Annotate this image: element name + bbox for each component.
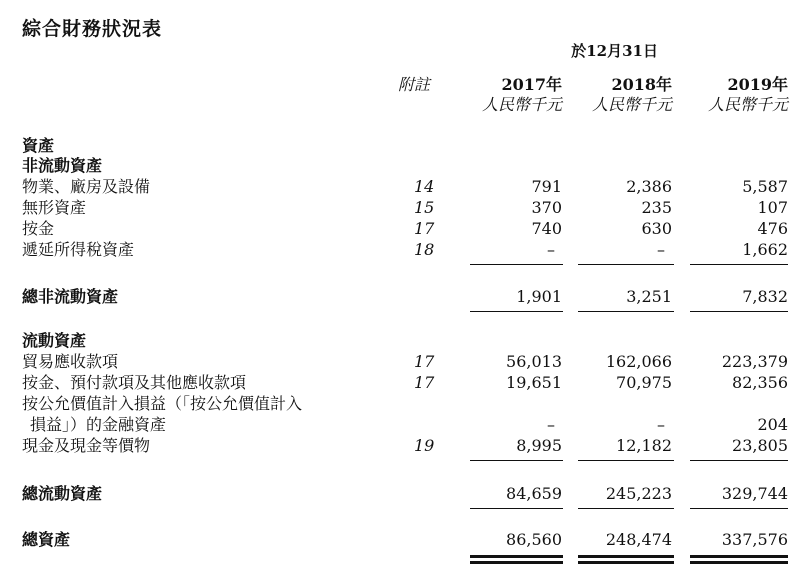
value-2019: 204 [757, 415, 788, 434]
year-header-2018: 2018年 [611, 75, 672, 94]
subtotal-rule [578, 460, 674, 461]
value-2019: 5,587 [742, 177, 788, 196]
table-row [0, 177, 805, 197]
row-note: 18 [414, 240, 435, 259]
value-2019: 23,805 [732, 436, 788, 455]
value-2018: 162,066 [605, 352, 672, 371]
subtotal-rule [470, 311, 563, 312]
subtotal-rule [578, 508, 674, 509]
total-row [0, 287, 805, 307]
row-note: 17 [414, 352, 435, 371]
row-label: 遞延所得稅資產 [22, 240, 135, 259]
value-2018: 235 [641, 198, 672, 217]
subtotal-rule [690, 311, 788, 312]
row-label: 無形資產 [22, 198, 87, 217]
year-header-2017: 2017年 [501, 75, 562, 94]
table-row [0, 240, 805, 260]
subtotal-rule [578, 264, 674, 265]
row-note: 15 [414, 198, 435, 217]
row-note: 19 [414, 436, 435, 455]
value-2019: 7,832 [742, 287, 788, 306]
value-2018: – [657, 240, 665, 259]
value-2018: 2,386 [626, 177, 672, 196]
row-note: 14 [414, 177, 435, 196]
total-row [0, 484, 805, 504]
value-2018: 248,474 [605, 530, 672, 549]
current-heading: 流動資產 [22, 331, 87, 350]
row-note: 17 [414, 373, 435, 392]
row-label: 物業、廠房及設備 [22, 177, 151, 196]
row-label: 按金 [22, 219, 55, 238]
unit-header-2017: 人民幣千元 [481, 95, 562, 114]
value-2017: 84,659 [506, 484, 562, 503]
value-2019: 223,379 [721, 352, 788, 371]
double-rule [470, 555, 563, 558]
value-2018: – [657, 415, 665, 434]
value-2017: 19,651 [506, 373, 562, 392]
value-2019: 329,744 [721, 484, 788, 503]
row-label-continued: 損益」）的金融資產 [30, 415, 167, 434]
section-heading-row [0, 331, 805, 351]
subtotal-rule [690, 508, 788, 509]
subtotal-rule [690, 264, 788, 265]
assets-heading: 資產 [22, 136, 55, 155]
value-2017: – [547, 240, 555, 259]
unit-header-2019: 人民幣千元 [707, 95, 788, 114]
value-2017: – [547, 415, 555, 434]
row-label: 總非流動資產 [22, 287, 119, 306]
page-title: 綜合財務狀況表 [22, 18, 163, 40]
row-note: 17 [414, 219, 435, 238]
value-2017: 791 [531, 177, 562, 196]
section-heading-row [0, 136, 805, 156]
value-2017: 740 [531, 219, 562, 238]
double-rule [578, 555, 674, 558]
table-row [0, 394, 805, 414]
value-2019: 82,356 [732, 373, 788, 392]
row-label: 按公允價值計入損益（「按公允價值計入 [22, 394, 303, 413]
table-row [0, 415, 805, 435]
value-2017: 8,995 [516, 436, 562, 455]
value-2019: 107 [757, 198, 788, 217]
year-header-2019: 2019年 [727, 75, 788, 94]
double-rule [690, 555, 788, 558]
value-2018: 245,223 [605, 484, 672, 503]
row-label: 總流動資產 [22, 484, 103, 503]
value-2019: 337,576 [721, 530, 788, 549]
value-2019: 1,662 [742, 240, 788, 259]
row-label: 總資產 [22, 530, 71, 549]
subtotal-rule [470, 508, 563, 509]
grand-total-row [0, 530, 805, 550]
non-current-heading: 非流動資產 [22, 156, 103, 175]
unit-header-2018: 人民幣千元 [591, 95, 672, 114]
value-2017: 370 [531, 198, 562, 217]
note-column-header: 附註 [398, 75, 431, 94]
table-row [0, 373, 805, 393]
subtotal-rule [690, 460, 788, 461]
value-2018: 70,975 [616, 373, 672, 392]
row-label: 按金、預付款項及其他應收款項 [22, 373, 247, 392]
table-row [0, 436, 805, 456]
value-2017: 1,901 [516, 287, 562, 306]
table-row [0, 352, 805, 372]
row-label: 現金及現金等價物 [22, 436, 151, 455]
subtotal-rule [470, 460, 563, 461]
value-2018: 630 [641, 219, 672, 238]
subtotal-rule [578, 311, 674, 312]
value-2017: 56,013 [506, 352, 562, 371]
value-2018: 12,182 [616, 436, 672, 455]
double-rule [690, 561, 788, 564]
double-rule [470, 561, 563, 564]
row-label: 貿易應收款項 [22, 352, 119, 371]
value-2019: 476 [757, 219, 788, 238]
subtotal-rule [470, 264, 563, 265]
period-header: 於12月31日 [571, 42, 658, 60]
section-heading-row [0, 156, 805, 176]
table-row [0, 219, 805, 239]
table-row [0, 198, 805, 218]
value-2018: 3,251 [626, 287, 672, 306]
double-rule [578, 561, 674, 564]
value-2017: 86,560 [506, 530, 562, 549]
